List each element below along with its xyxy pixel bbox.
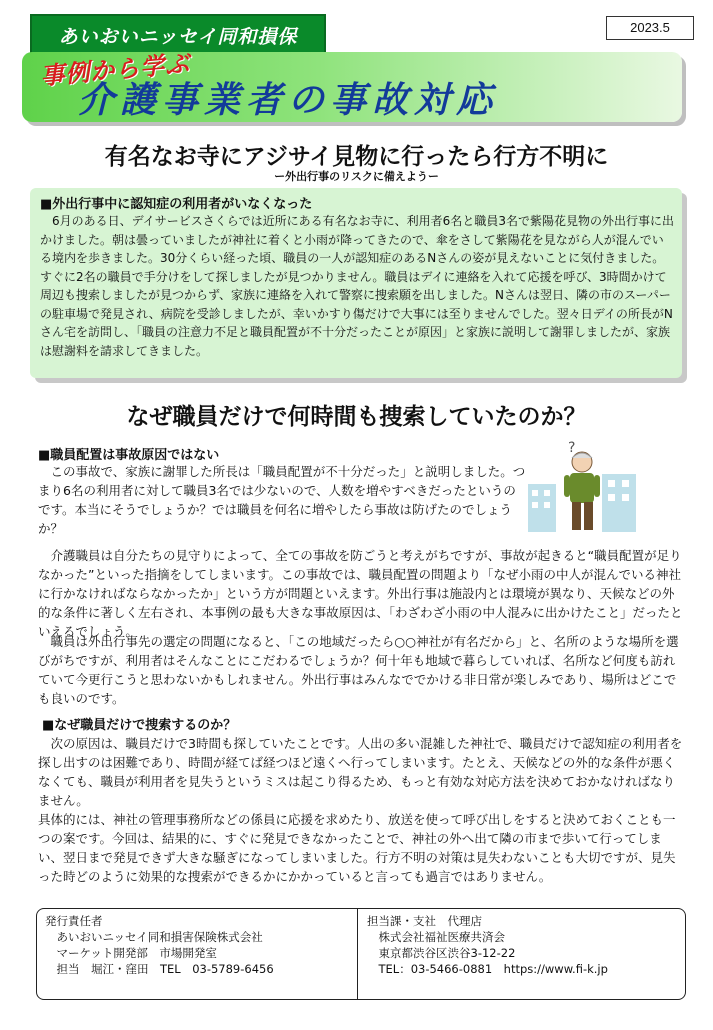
- banner-subtitle: 事例から学ぶ: [39, 49, 192, 91]
- publisher-footer: [36, 908, 686, 1000]
- section1-heading: ■職員配置は事故原因ではない: [38, 448, 220, 463]
- title-banner: [22, 49, 682, 122]
- case-heading: ■外出行事中に認知症の利用者がいなくなった: [40, 197, 313, 212]
- case-body: 6月のある日、デイサービスさくらでは近所にある有名なお寺に、利用者6名と職員3名で紫陽花見物の外出行事に出かけました。朝は曇っていましたが神社に着くと小雨が降ってきたので、傘をさして紫陽花を見ながら人が混んでいる境内を歩きました。30分くらい経った頃、職員の一人が認知症のあるNさんの姿が見えないことに気付きました。すぐに2名の職員で手分けをして探しましたが見つかりません。職員はデイに連絡を入れて応援を呼び、3時間かけて周辺も捜索しましたが見つからず、家族に連絡を入れて警察に捜索願を出しました。Nさんは翌日、隣の市のスーパーの駐車場で発見され、病院を受診しましたが、幸いかすり傷だけで大事には至りませんでした。翌々日デイの所長がNさん宅を訪問し、「職員の注意力不足と職員配置が不十分だったことが原因」と家族に説明して謝罪しましたが、家族は慰謝料を請求してきました。: [40, 214, 674, 358]
- issue-date: 2023.5: [606, 16, 694, 40]
- section1-paragraph3: 職員は外出行事先の選定の問題になると、「この地域だったら○○神社が有名だから」と、名所のような場所を選びがちですが、利用者はそんなことにこだわるでしょうか？何十年も地域で暮らしていれば、名所など何度も訪れていて今更行こうと思わないかもしれません。外出行事はみんなででかける非日常が楽しみであり、場所はどこでも良いのです。: [38, 634, 679, 706]
- section2-paragraph2: 具体的には、神社の管理事務所などの係員に応援を求めたり、放送を使って呼び出しをすると決めておくことも一つの案です。今回は、結果的に、すぐに発見できなかったことで、神社の外へ出て隣の市まで歩いて行ってしまい、翌日まで発見できず大きな騒ぎになってしまいました。行方不明の対策は見失わないことも大切ですが、見失った時どのように効果的な捜索ができるかにかかっていると言っても過言ではありません。: [38, 812, 676, 884]
- publisher-info: 発行責任者 あいおいニッセイ同和損害保険株式会社 マーケット開発部 市場開発室 担当 堀江・窪田 TEL 03-5789-6456: [45, 914, 274, 976]
- svg-text:?: ?: [568, 440, 576, 456]
- article-subtitle: ー外出行事のリスクに備えようー: [274, 170, 439, 183]
- section2-heading: ■なぜ職員だけで捜索するのか？: [42, 718, 237, 733]
- confused-elderly-man-icon: [564, 440, 600, 530]
- article-title: 有名なお寺にアジサイ見物に行ったら行方不明に: [104, 144, 609, 170]
- section1-paragraph2: 介護職員は自分たちの見守りによって、全ての事故を防ごうと考えがちですが、事故が起きると“職員配置が足りなかった”といった指摘をしてしまいます。この事故では、職員配置の問題より「なぜ小雨の中人が混んでいる神社に行かなければならなかったか」という方が問題といえます。外出行事は施設内とは環境が異なり、天候などの外的な条件に著しく左右され、本事例の最も大きな事故原因は、「わざわざ小雨の中人混みに出かけたこと」だったといえるでしょう。: [38, 548, 683, 639]
- section2-paragraph1: 次の原因は、職員だけで3時間も探していたことです。人出の多い混雑した神社で、職員だけで認知症の利用者を探し出すのは困難であり、時間が経てば経つほど遠くへ行ってしまいます。たとえ、天候などの外的な条件が悪くなくても、職員が利用者を見失うというミスは起こり得るため、もっと有効な対応方法を決めておかなければなりません。: [38, 736, 683, 808]
- agency-info: 担当課・支社 代理店 株式会社福祉医療共済会 東京都渋谷区渋谷3-12-22 TEL：03-5466-0881 https://www.fi-k.jp: [367, 914, 608, 976]
- case-box: [30, 188, 682, 378]
- brand-text: あいおいニッセイ同和損保: [58, 26, 298, 48]
- banner-title: 介護事業者の事故対応: [78, 80, 499, 121]
- footer-divider: [357, 909, 358, 999]
- section1-paragraph1: この事故で、家族に謝罪した所長は「職員配置が不十分だった」と説明しました。つまり6名の利用者に対して職員3名では少ないので、人数を増やすべきだったというのです。本当にそうでしょうか？では職員を何名に増やしたら事故は防げたのでしょうか？: [38, 464, 526, 536]
- question-heading: なぜ職員だけで何時間も捜索していたのか？: [126, 404, 587, 430]
- illustration: [528, 440, 638, 532]
